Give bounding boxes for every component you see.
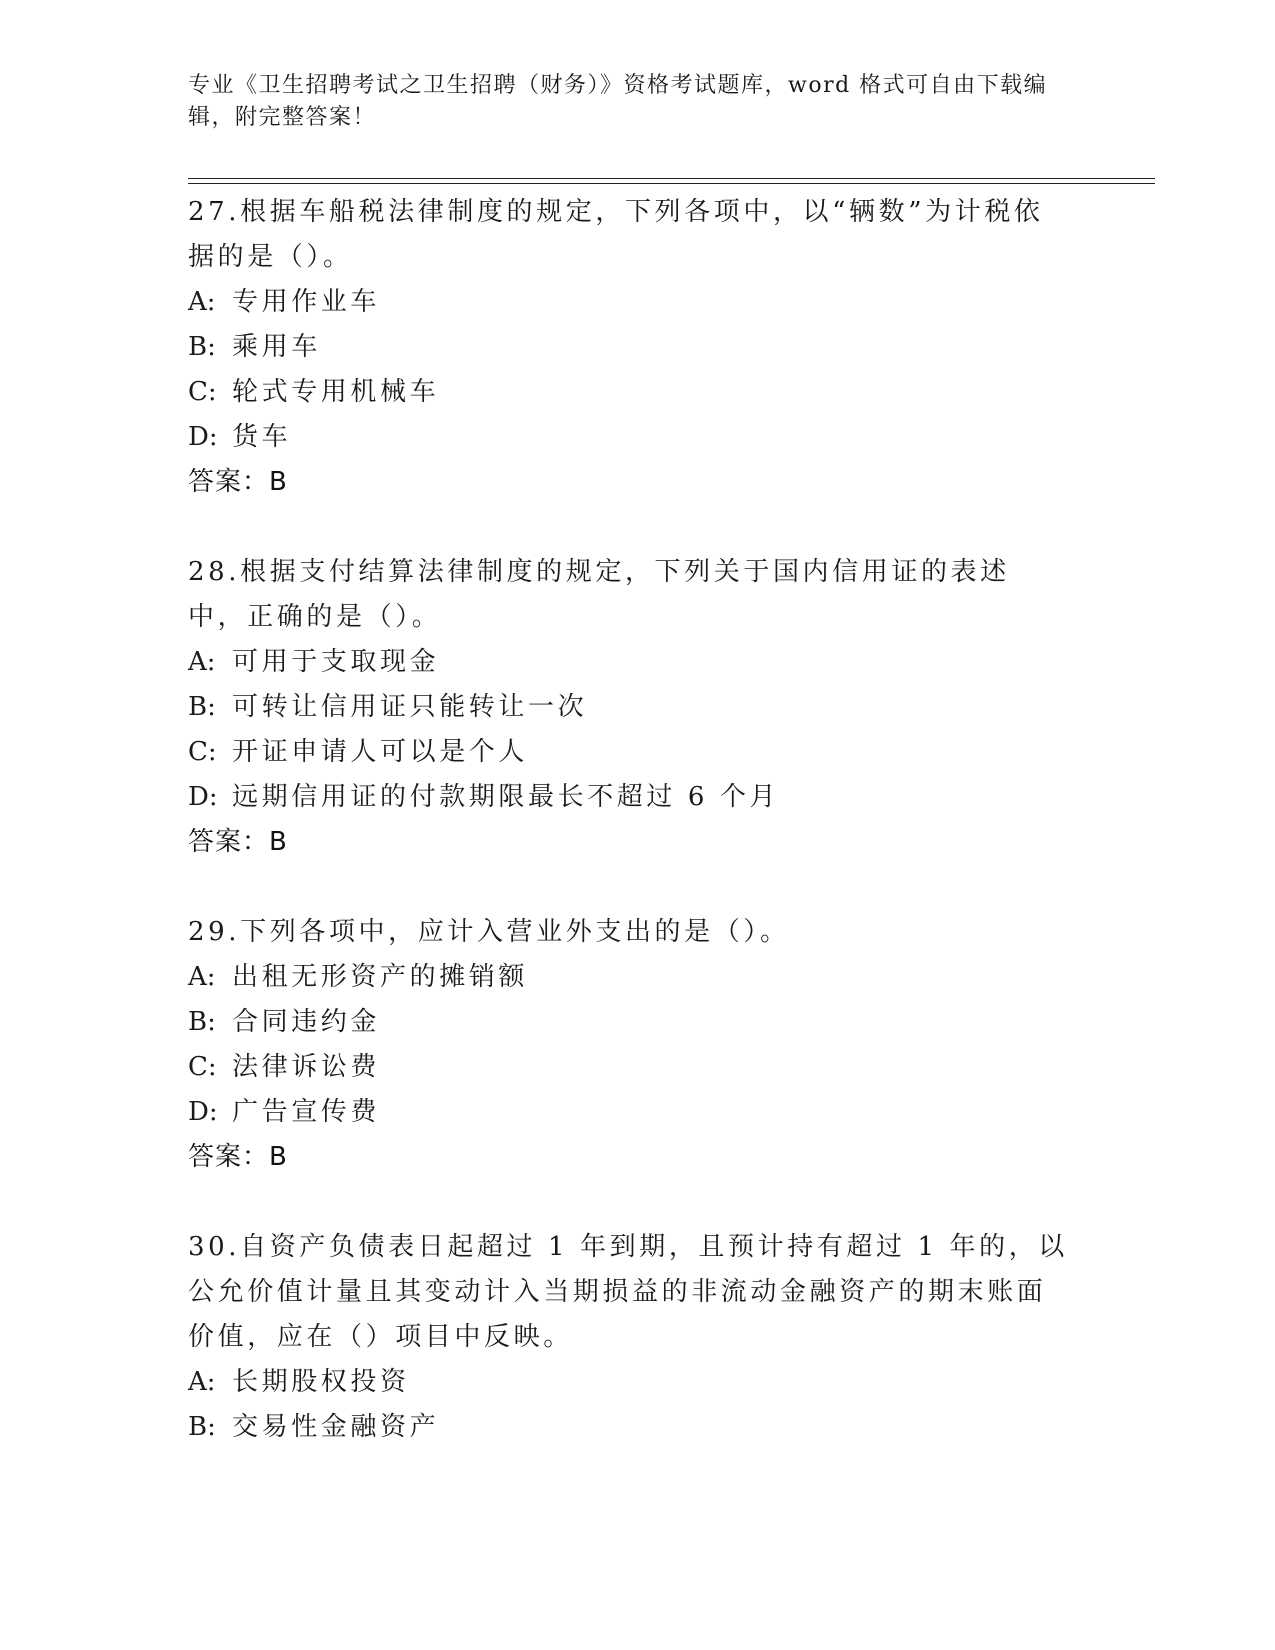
header-divider-top: [188, 178, 1155, 179]
option-d: [188, 775, 1088, 820]
answer-line: 答案：B: [188, 467, 288, 497]
question-stem: 29.下列各项中，应计入营业外支出的是（）。: [188, 917, 790, 947]
option-b: [188, 685, 1088, 730]
option-text: 轮式专用机械车: [232, 377, 440, 407]
option-d: [188, 415, 1088, 460]
option-label: C:: [188, 1052, 217, 1082]
option-text: 专用作业车: [232, 287, 381, 317]
option-text: 出租无形资产的摊销额: [232, 962, 529, 992]
question-stem: 27.根据车船税法律制度的规定，下列各项中，以“辆数”为计税依据的是（）。: [188, 197, 1044, 272]
option-label: A:: [188, 287, 216, 317]
header-divider-bottom: [188, 183, 1155, 184]
question-stem: 30.自资产负债表日起超过 1 年到期，且预计持有超过 1 年的，以公允价值计量且其变动计入当期损益的非流动金融资产的期末账面价值，应在（）项目中反映。: [188, 1232, 1068, 1352]
option-text: 货车: [232, 422, 292, 452]
option-a: [188, 640, 1088, 685]
option-b: [188, 1000, 1088, 1045]
question-30: [188, 1225, 1088, 1450]
option-label: C:: [188, 377, 217, 407]
option-label: B:: [188, 332, 216, 362]
option-a: [188, 1360, 1088, 1405]
option-a: [188, 955, 1088, 1000]
option-c: [188, 370, 1088, 415]
document-header: 专业《卫生招聘考试之卫生招聘（财务）》资格考试题库，word 格式可自由下载编辑，附完整答案！: [188, 73, 1048, 130]
option-label: A:: [188, 1367, 216, 1397]
option-text: 长期股权投资: [232, 1367, 410, 1397]
question-list: [188, 190, 1088, 1495]
option-text: 交易性金融资产: [232, 1412, 440, 1442]
option-label: D:: [188, 1097, 218, 1127]
option-text: 广告宣传费: [232, 1097, 381, 1127]
option-text: 乘用车: [232, 332, 321, 362]
answer-line: 答案：B: [188, 1142, 288, 1172]
question-29: [188, 910, 1088, 1180]
option-text: 可转让信用证只能转让一次: [232, 692, 588, 722]
option-label: A:: [188, 647, 216, 677]
option-b: [188, 325, 1088, 370]
option-label: C:: [188, 737, 217, 767]
option-label: A:: [188, 962, 216, 992]
option-b: [188, 1405, 1088, 1450]
option-label: D:: [188, 782, 218, 812]
question-28: [188, 550, 1088, 865]
option-text: 可用于支取现金: [232, 647, 440, 677]
answer-line: 答案：B: [188, 827, 288, 857]
option-text: 开证申请人可以是个人: [232, 737, 529, 767]
option-c: [188, 730, 1088, 775]
option-label: B:: [188, 692, 216, 722]
option-c: [188, 1045, 1088, 1090]
option-label: B:: [188, 1412, 216, 1442]
option-label: B:: [188, 1007, 216, 1037]
option-text: 远期信用证的付款期限最长不超过 6 个月: [232, 782, 780, 812]
option-text: 法律诉讼费: [232, 1052, 381, 1082]
option-a: [188, 280, 1088, 325]
question-stem: 28.根据支付结算法律制度的规定，下列关于国内信用证的表述中，正确的是（）。: [188, 557, 1010, 632]
question-27: [188, 190, 1088, 505]
option-d: [188, 1090, 1088, 1135]
option-label: D:: [188, 422, 218, 452]
option-text: 合同违约金: [232, 1007, 381, 1037]
